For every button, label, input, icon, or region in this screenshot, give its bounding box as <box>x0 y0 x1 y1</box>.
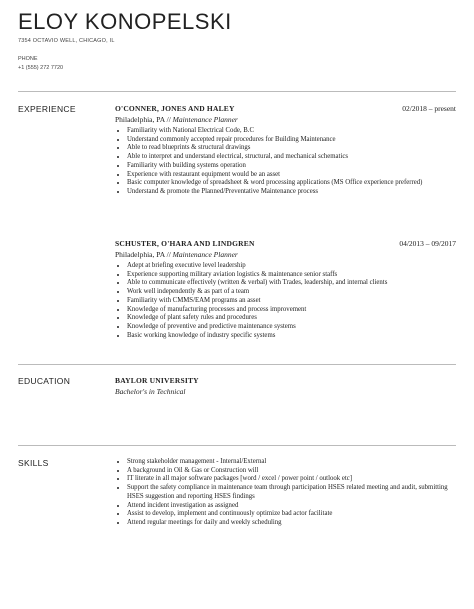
section-title-skills: SKILLS <box>18 458 49 468</box>
candidate-address: 7354 OCTAVIO WELL, CHICAGO, IL <box>18 38 115 44</box>
job-dates: 02/2018 – present <box>402 104 456 113</box>
section-title-experience: EXPERIENCE <box>18 104 76 114</box>
list-item: • Work well independently & as part of a team <box>127 288 456 297</box>
job-subline <box>115 250 456 259</box>
job-company: O'CONNER, JONES AND HALEY <box>115 104 235 113</box>
candidate-name: ELOY KONOPELSKI <box>18 9 232 34</box>
job-separator: // <box>164 250 173 259</box>
list-item: • Knowledge of plant safety rules and procedures <box>127 314 456 323</box>
job-location: Philadelphia, PA <box>115 250 165 259</box>
job-role: Maintenance Planner <box>172 250 238 259</box>
list-item: • Support the safety compliance in maintenance team through participation HSES related meeting and audit, submitting HSES suggestion and reporting HSES findings <box>127 484 456 501</box>
skills-entry <box>115 458 456 528</box>
list-item: • Able to interpret and understand electrical, structural, and mechanical schematics <box>127 153 456 162</box>
list-item: • Knowledge of manufacturing processes and process improvement <box>127 306 456 315</box>
list-item: • Understand commonly accepted repair procedures for Building Maintenance <box>127 136 456 145</box>
list-item: • IT literate in all major software packages [word / excel / power point / outlook etc] <box>127 475 456 484</box>
list-item: • Basic working knowledge of industry specific systems <box>127 332 456 341</box>
list-item: • A background in Oil & Gas or Construction will <box>127 467 456 476</box>
job-bullets <box>115 262 456 340</box>
list-item: • Knowledge of preventive and predictive maintenance systems <box>127 323 456 332</box>
section-title-education: EDUCATION <box>18 376 71 386</box>
list-item: • Strong stakeholder management - Internal/External <box>127 458 456 467</box>
school-name: BAYLOR UNIVERSITY <box>115 376 199 385</box>
list-item: • Attend incident investigation as assigned <box>127 502 456 511</box>
list-item: • Adept at briefing executive level leadership <box>127 262 456 271</box>
divider-education <box>18 445 456 446</box>
education-entry <box>115 376 456 396</box>
job-subline <box>115 115 456 124</box>
degree: Bachelor's in Technical <box>115 387 186 396</box>
skills-list <box>115 458 456 528</box>
divider-header <box>18 91 456 92</box>
list-item: • Attend regular meetings for daily and weekly scheduling <box>127 519 456 528</box>
job-separator: // <box>164 115 173 124</box>
list-item: • Able to communicate effectively (written & verbal) with Trades, leadership, and internal clients <box>127 279 456 288</box>
job-location: Philadelphia, PA <box>115 115 165 124</box>
resume-header <box>18 10 232 71</box>
list-item: • Experience supporting military aviation logistics & maintenance senior staffs <box>127 271 456 280</box>
job-role: Maintenance Planner <box>172 115 238 124</box>
job-entry <box>115 239 456 340</box>
list-item: • Familiarity with building systems operation <box>127 162 456 171</box>
divider-experience <box>18 364 456 365</box>
job-company: SCHUSTER, O'HARA AND LINDGREN <box>115 239 255 248</box>
phone-label: PHONE <box>18 56 38 62</box>
list-item: • Familiarity with National Electrical Code, B.C <box>127 127 456 136</box>
list-item: • Experience with restaurant equipment would be an asset <box>127 171 456 180</box>
job-entry <box>115 104 456 197</box>
list-item: • Assist to develop, implement and continuously optimize bad actor facilitate <box>127 510 456 519</box>
phone-number: +1 (555) 272 7720 <box>18 65 64 71</box>
job-dates: 04/2013 – 09/2017 <box>399 239 456 248</box>
list-item: • Basic computer knowledge of spreadsheet & word processing applications (MS Office experience preferred) <box>127 179 456 188</box>
list-item: • Understand & promote the Planned/Preventative Maintenance process <box>127 188 456 197</box>
list-item: • Familiarity with CMMS/EAM programs an asset <box>127 297 456 306</box>
list-item: • Able to read blueprints & structural drawings <box>127 144 456 153</box>
job-bullets <box>115 127 456 197</box>
